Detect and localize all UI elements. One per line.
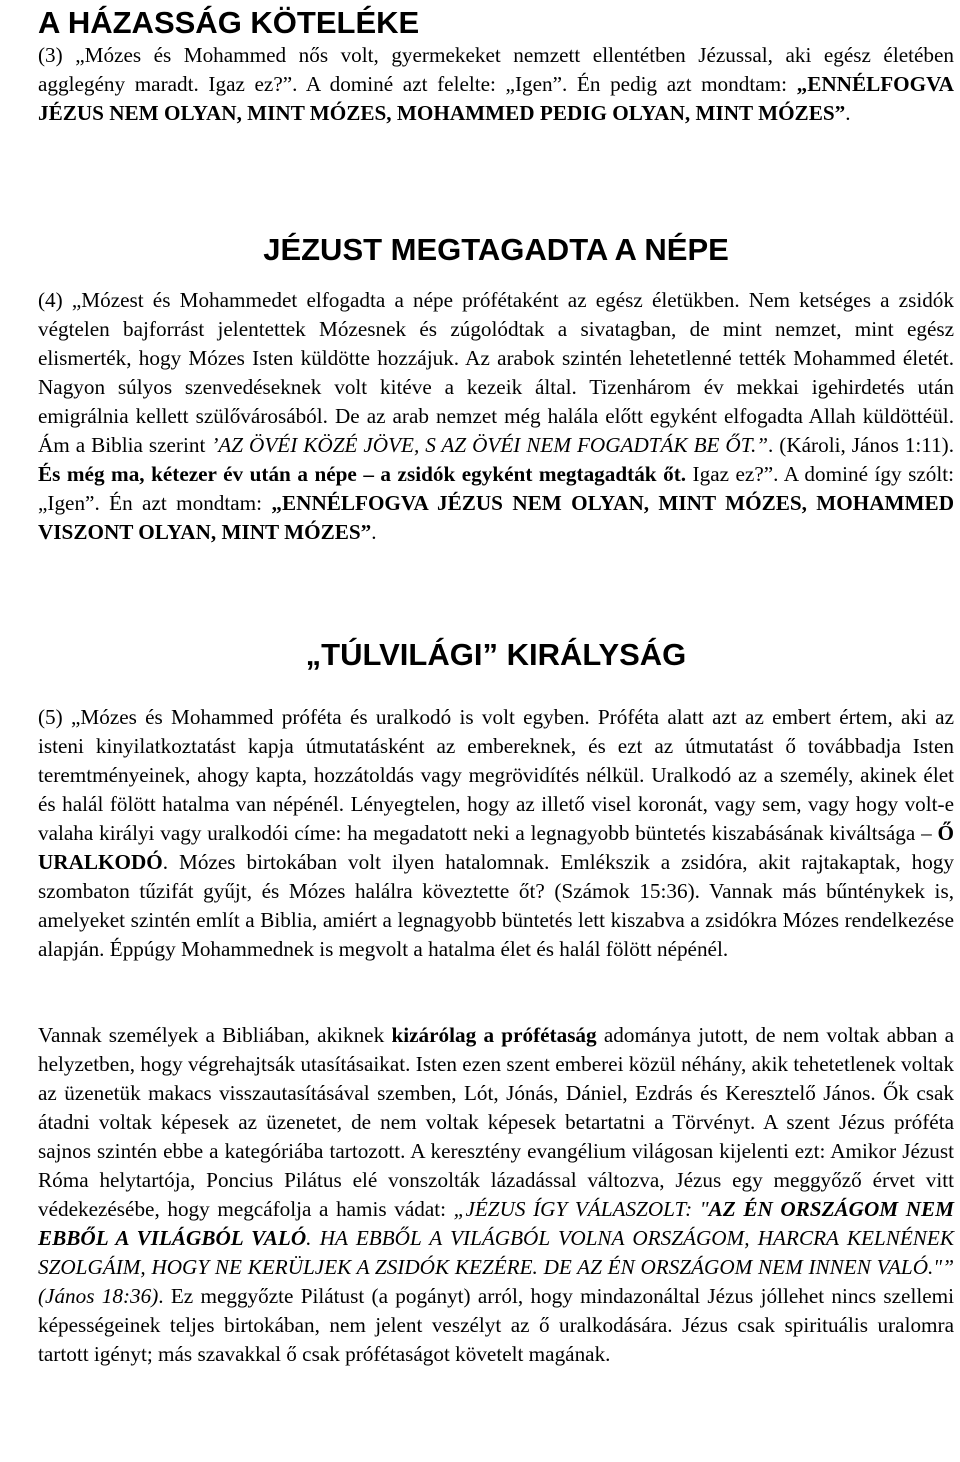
- paragraph-3-end: .: [845, 101, 851, 125]
- paragraph-3-text: (3) „Mózes és Mohammed nős volt, gyermekeket nemzett ellentétben Jézussal, aki egész életében agglegény maradt. Igaz ez?”. A dominé azt felelte: „Igen”. Én pedig azt mondtam:: [38, 43, 954, 96]
- paragraph-4-text: (4) „Mózest és Mohammedet elfogadta a népe prófétaként az egész életükben. Nem ketséges a zsidók végtelen bajforrást jelentettek Mózesnek és zúgolódtak a sivatagban, de mint nemzet, mint egész elismerték, hogy Mózes Isten küldötte hozzájuk. Az arabok szintén lehetetlenné tették Mohammed életét. Nagyon súlyos szenvedéseknek volt kitéve a kezeik által. Tizenhárom év mekkai igehirdetés után emigrálnia kellett szülővárosából. De az arab nemzet még halála előtt egyként elfogadta Allah küldöttéül. Ám a Biblia szerint: [38, 288, 954, 457]
- paragraph-4-quote: ’AZ ÖVÉI KÖZÉ JÖVE, S AZ ÖVÉI NEM FOGADTÁK BE ŐT.”: [211, 433, 769, 457]
- paragraph-6: [38, 1021, 954, 1369]
- paragraph-6-quote-emphasis: AZ ÉN ORSZÁGOM NEM EBBŐL A VILÁGBÓL VALÓ: [38, 1197, 954, 1250]
- paragraph-5-emphasis: Ő URALKODÓ: [38, 821, 954, 874]
- paragraph-6-body: adománya jutott, de nem voltak abban a helyzetben, hogy végrehajtsák utasításaikat. Isten ezen szent emberei közül néhány, akik tehetetlenek voltak az üzenetük makacs visszautasításával szemben, Lót, Jónás, Dániel, Ezdrás és Keresztelő János. Ők csak átadni voltak képesek az üzenetet, de nem voltak képesek betartatni a Törvényt. A szent Jézus próféta sajnos szintén ebbe a kategóriába tartozott. A keresztény evangélium világosan kijelenti ezt: Amikor Jézust Róma helytartója, Poncius Pilátus elé vonszolták lázadással változva, Jézus egy meggyőző érvet vitt védekezésébe, hogy megcáfolja a hamis vádat:: [38, 1023, 954, 1221]
- paragraph-3-conclusion: „ENNÉLFOGVA JÉZUS NEM OLYAN, MINT MÓZES, MOHAMMED PEDIG OLYAN, MINT MÓZES”: [38, 72, 954, 125]
- paragraph-4-emphasis: És még ma, kétezer év után a népe – a zsidók egyként megtagadták őt.: [38, 462, 687, 486]
- paragraph-6-quote-rest: . HA EBBŐL A VILÁGBÓL VOLNA ORSZÁGOM, HARCRA KELNÉNEK SZOLGÁIM, HOGY NE KERÜLJEK A ZSIDÓK KEZÉRE. DE AZ ÉN ORSZÁGOM NEM INNEN VALÓ."” (János 18:36): [38, 1226, 954, 1308]
- paragraph-5: [38, 703, 954, 964]
- section-heading-kingdom: „TÚLVILÁGI” KIRÁLYSÁG: [305, 637, 687, 672]
- paragraph-3: [38, 41, 954, 128]
- paragraph-4-citation: . (Károli, János 1:11).: [768, 433, 955, 457]
- paragraph-6-quote-start: „JÉZUS ÍGY VÁLASZOLT: ": [453, 1197, 709, 1221]
- paragraph-6-emphasis: kizárólag a prófétaság: [391, 1023, 597, 1047]
- paragraph-6-text: Vannak személyek a Bibliában, akiknek: [38, 1023, 392, 1047]
- paragraph-6-end: . Ez meggyőzte Pilátust (a pogányt) arról, hogy mindazonáltal Jézus jóllehet nincs szellemi képességeinek teljes birtokában, nem jelent veszélyt az ő uralkodására. Jézus csak spirituális uralomra tartott igényt; más szavakkal ő csak prófétaságot követelt magának.: [38, 1284, 954, 1366]
- document-title: A HÁZASSÁG KÖTELÉKE: [38, 5, 420, 40]
- paragraph-4-conclusion: „ENNÉLFOGVA JÉZUS NEM OLYAN, MINT MÓZES, MOHAMMED VISZONT OLYAN, MINT MÓZES”: [38, 491, 954, 544]
- paragraph-4-dialog: Igaz ez?”. A dominé így szólt: „Igen”. Én azt mondtam:: [38, 462, 954, 515]
- section-heading-rejected: JÉZUST MEGTAGADTA A NÉPE: [263, 232, 729, 267]
- paragraph-4: [38, 286, 954, 547]
- paragraph-5-text: (5) „Mózes és Mohammed próféta és uralkodó is volt egyben. Próféta alatt azt az embert értem, aki az isteni kinyilatkoztatást kapja útmutatásként az embereknek, és ezt az útmutatást ő továbbadja Isten teremtményeinek, ahogy kapta, hozzátoldás vagy megrövidítés nélkül. Uralkodó az a személy, akinek élet és halál fölött hatalma van népénél. Lényegtelen, hogy az illető visel koronát, vagy sem, vagy hogy volt-e valaha királyi vagy uralkodói címe: ha megadatott neki a legnagyobb büntetés kiszabásának kiváltsága –: [38, 705, 954, 845]
- paragraph-5-rest: . Mózes birtokában volt ilyen hatalomnak. Emlékszik a zsidóra, akit rajtakaptak, hogy szombaton tűzifát gyűjt, és Mózes halálra köveztette őt? (Számok 15:36). Vannak más bűnténykek is, amelyeket szintén említ a Biblia, amiért a legnagyobb büntetés lett kiszabva a zsidókra Mózes rendelkezése alapján. Éppúgy Mohammednek is megvolt a hatalma élet és halál fölött népénél.: [38, 850, 954, 961]
- paragraph-4-end: .: [371, 520, 377, 544]
